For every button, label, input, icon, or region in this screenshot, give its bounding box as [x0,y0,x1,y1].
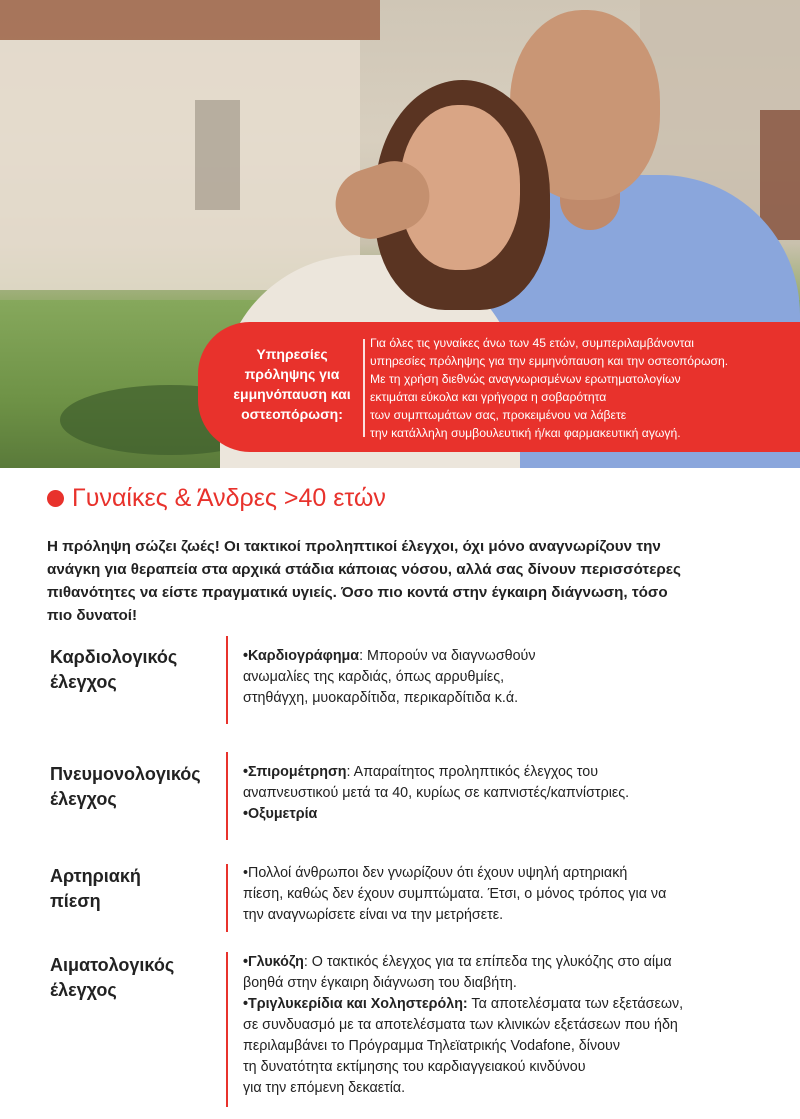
section-heading [47,484,386,513]
house-roof [0,0,380,40]
row-label-hematology: Αιματολογικός έλεγχος [50,955,175,1000]
row-divider [226,752,228,840]
row-text-hematology: •Γλυκόζη: Ο τακτικός έλεγχος για τα επίπεδα της γλυκόζης στο αίμα βοηθά στην έγκαιρη διάγνωση του διαβήτη. •Τριγλυκερίδια και Χοληστερόλη: Τα αποτελέσματα των εξετάσεων, σε συνδυασμό με τα αποτελέσματα των κλινικών εξετάσεων που ήδη περιλαμβάνει το Πρόγραμμα Τηλεϊατρικής Vodafone, δίνουν τη δυνατότητα εκτίμησης του καρδιαγγειακού κινδύνου για την επόμενη δεκαετία. [243,954,684,1096]
row-label-pulmonology: Πνευμονολογικός έλεγχος [50,764,201,809]
row-text-cardiology: •Καρδιογράφημα: Μπορούν να διαγνωσθούν ανωμαλίες της καρδιάς, όπως αρρυθμίες, στηθάγχη, μυοκαρδίτιδα, περικαρδίτιδα κ.ά. [243,648,536,706]
intro-paragraph: Η πρόληψη σώζει ζωές! Οι τακτικοί προληπτικοί έλεγχοι, όχι μόνο αναγνωρίζουν την ανάγκη για θεραπεία στα αρχικά στάδια κάποιας νόσου, αλλά σας δίνουν περισσότερες πιθανότητες να είστε πραγματικά υγιείς. Όσο πιο κοντά στην έγκαιρη διάγνωση, τόσο πιο δυνατοί! [47,538,681,624]
row-label-blood-pressure: Αρτηριακή πίεση [50,866,141,911]
menopause-osteoporosis-banner [198,322,800,452]
row-divider [226,636,228,724]
banner-text: Για όλες τις γυναίκες άνω των 45 ετών, συμπεριλαμβάνονται υπηρεσίες πρόληψης για την εμμηνόπαυση και την οστεοπόρωση. Με τη χρήση διεθνώς αναγνωρισμένων ερωτηματολογίων εκτιμάται εύκολα και γρήγορα η σοβαρότητα των συμπτωμάτων σας, προκειμένου να λάβετε την κατάλληλη συμβουλευτική ή/και φαρμακευτική αγωγή. [370,336,729,440]
banner-divider [363,339,365,437]
house-wall [0,40,360,290]
row-text-blood-pressure: •Πολλοί άνθρωποι δεν γνωρίζουν ότι έχουν υψηλή αρτηριακή πίεση, καθώς δεν έχουν συμπτώματα. Έτσι, ο μόνος τρόπος για να την αναγνωρίσετε είναι να την μετρήσετε. [243,865,667,923]
row-divider [226,864,228,932]
house-window [195,100,240,210]
row-label-cardiology: Καρδιολογικός έλεγχος [50,647,178,692]
red-dot-icon [47,490,64,507]
house-door [760,110,800,240]
section-heading-text: Γυναίκες & Άνδρες >40 ετών [72,484,386,512]
banner-title: Υπηρεσίες πρόληψης για εμμηνόπαυση και οστεοπόρωση: [233,346,351,422]
row-divider [226,952,228,1107]
row-text-pulmonology: •Σπιρομέτρηση: Απαραίτητος προληπτικός έλεγχος του αναπνευστικού μετά τα 40, κυρίως σε καπνιστές/καπνίστριες. •Οξυμετρία [243,764,630,822]
